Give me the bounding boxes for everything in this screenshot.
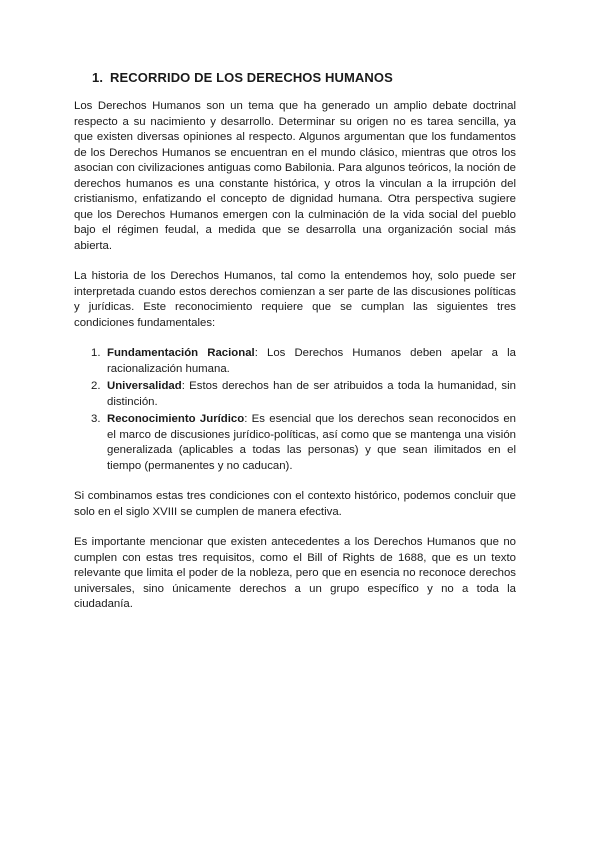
- paragraph-conclusion: Si combinamos estas tres condiciones con el contexto histórico, podemos concluir que solo en el siglo XVIII se cumplen de manera efectiva.: [74, 490, 516, 518]
- section-title: RECORRIDO DE LOS DERECHOS HUMANOS: [110, 70, 393, 85]
- list-marker: 2.: [91, 380, 101, 392]
- list-item-body: [107, 346, 516, 377]
- section-number: 1.: [92, 70, 104, 85]
- list-item-text: : Estos derechos han de ser atribuidos a toda la humanidad, sin distinción.: [107, 380, 516, 408]
- conditions-list: [74, 346, 516, 474]
- section-heading: [92, 70, 516, 85]
- list-item-term: Universalidad: [107, 380, 182, 392]
- list-item-text: : Los Derechos Humanos deben apelar a la racionalización humana.: [107, 347, 516, 375]
- list-item: [74, 412, 516, 474]
- paragraph-history: La historia de los Derechos Humanos, tal como la entendemos hoy, solo puede ser interpretada cuando estos derechos comienzan a ser parte de las discusiones políticas y jurídicas. Este reconocimiento requiere que se cumplan las siguientes tres condiciones fundamentales:: [74, 270, 516, 329]
- list-item: [74, 379, 516, 410]
- list-item: [74, 346, 516, 377]
- paragraph-antecedents: Es importante mencionar que existen antecedentes a los Derechos Humanos que no cumplen con estas tres requisitos, como el Bill of Rights de 1688, que es un texto relevante que limita el poder de la nobleza, pero que en esencia no reconoce derechos universales, sino únicamente derechos a un grupo específico y no a toda la ciudadanía.: [74, 536, 516, 610]
- list-marker: 1.: [91, 347, 101, 359]
- list-marker: 3.: [91, 413, 101, 425]
- document-page: [74, 70, 516, 628]
- list-item-body: [107, 412, 516, 474]
- list-item-term: Reconocimiento Jurídico: [107, 413, 245, 425]
- list-item-body: [107, 379, 516, 410]
- list-item-text: : Es esencial que los derechos sean reconocidos en el marco de discusiones jurídico-políticas, así como que se mantenga una visión generalizada (aplicables a todas las personas) y que sean ilimitados en el tiempo (permanentes y no caducan).: [107, 413, 516, 472]
- paragraph-origins: Los Derechos Humanos son un tema que ha generado un amplio debate doctrinal respecto a su nacimiento y desarrollo. Determinar su origen no es tarea sencilla, ya que existen diversas opiniones al respecto. Algunos argumentan que los fundamentos de los Derechos Humanos se encuentran en el mundo clásico, mientras que otros los asocian con civilizaciones antiguas como Babilonia. Para algunos teóricos, la noción de derechos humanos es una constante histórica, y otros la vinculan a la irrupción del cristianismo, enfatizando el concepto de dignidad humana. Otra perspectiva sugiere que los Derechos Humanos emergen con la culminación de la vida social del pueblo bajo el régimen feudal, a medida que se desarrolla una organización social más abierta.: [74, 100, 516, 252]
- list-item-term: Fundamentación Racional: [107, 347, 255, 359]
